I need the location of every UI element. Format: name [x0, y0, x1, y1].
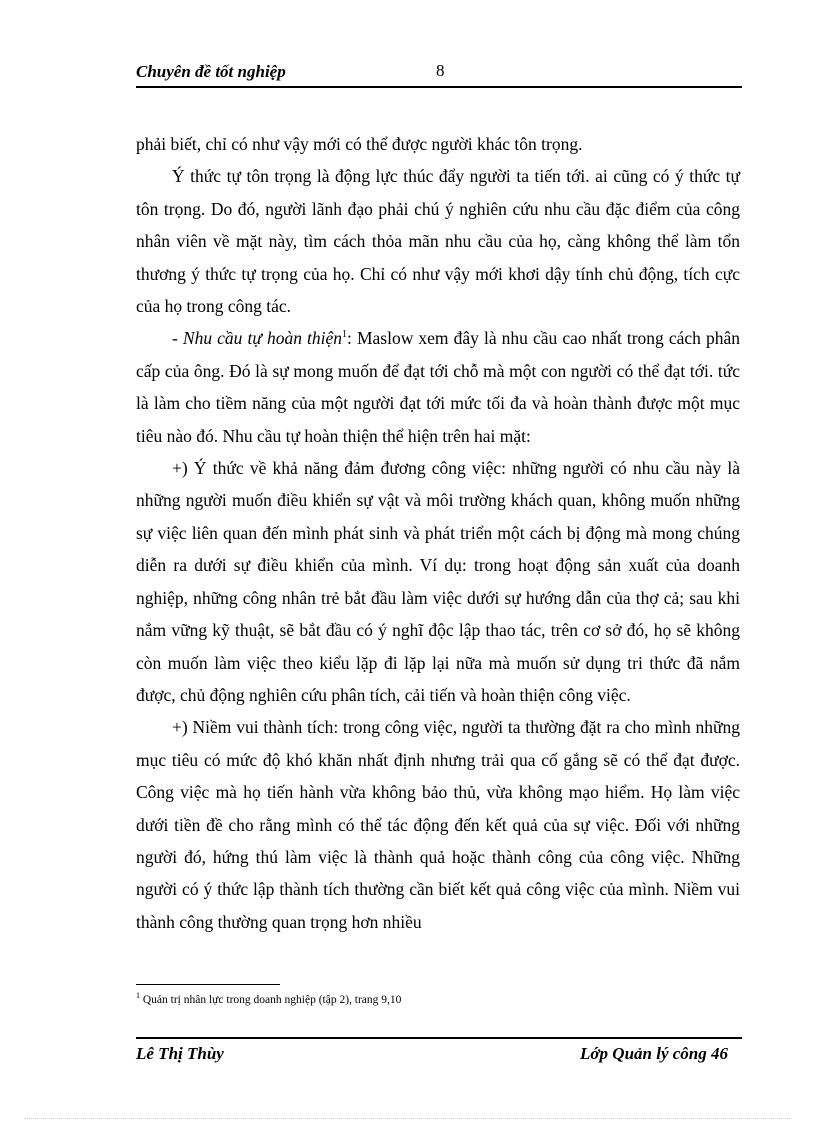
footnote-reference[interactable]: 1 — [342, 329, 348, 341]
page-number: 8 — [436, 61, 445, 80]
paragraph-3 — [136, 322, 740, 452]
list-dash: - — [172, 328, 183, 349]
paragraph-1: phải biết, chỉ có như vậy mới có thể được người khác tôn trọng. — [136, 134, 583, 154]
footer-author: Lê Thị Thùy — [136, 1044, 224, 1063]
page-edge — [24, 1118, 792, 1119]
paragraph-4: +) Ý thức về khả năng đảm đương công việc: những người có nhu cầu này là những người muốn điều khiển sự vật và môi trường khách quan, không muốn những sự việc liên quan đến mình phát sinh và phát triển một cách bị động mà mong chúng diễn ra dưới sự điều khiển của mình. Ví dụ: trong hoạt động sản xuất của doanh nghiệp, những công nhân trẻ bắt đầu làm việc dưới sự hướng dẫn của thợ cả; sau khi nắm vững kỹ thuật, sẽ bắt đầu có ý nghĩ độc lập thao tác, trên cơ sở đó, họ sẽ không còn muốn làm việc theo kiểu lặp đi lặp lại nữa mà muốn sử dụng tri thức đã nắm được, chủ động nghiên cứu phân tích, cải tiến và hoàn thiện công việc. — [136, 458, 740, 705]
paragraph-2: Ý thức tự tôn trọng là động lực thúc đẩy người ta tiến tới. ai cũng có ý thức tự tôn trọng. Do đó, người lãnh đạo phải chú ý nghiên cứu nhu cầu đặc điểm của công nhân viên về mặt này, tìm cách thỏa mãn nhu cầu của họ, càng không thể làm tổn thương ý thức tự trọng của họ. Chỉ có như vậy mới khơi dậy tính chủ động, tích cực của họ trong công tác. — [136, 166, 740, 317]
page-header — [136, 60, 742, 88]
paragraph-3-text: : Maslow xem đây là nhu cầu cao nhất trong cách phân cấp của ông. Đó là sự mong muốn để đạt tới chỗ mà một con người có thể đạt tới. tức là làm cho tiềm năng của một người đạt tới mức tối đa và hoàn thành được một mục tiêu nào đó. Nhu cầu tự hoàn thiện thể hiện trên hai mặt: — [136, 328, 741, 446]
footnote-separator — [136, 984, 280, 985]
document-title: Chuyên đề tốt nghiệp — [136, 62, 286, 81]
footnote-marker: 1 — [136, 991, 140, 1001]
footer-class: Lớp Quản lý công 46 — [580, 1044, 728, 1063]
term-self-actualization: Nhu cầu tự hoàn thiện — [182, 328, 343, 349]
footnote — [136, 991, 402, 1006]
footnote-text: Quản trị nhân lực trong doanh nghiệp (tập 2), trang 9,10 — [140, 994, 402, 1006]
paragraph-5: +) Niềm vui thành tích: trong công việc, người ta thường đặt ra cho mình những mục tiêu có mức độ khó khăn nhất định nhưng trải qua cố gắng sẽ có thể đạt được. Công việc mà họ tiến hành vừa không bảo thủ, vừa không mạo hiểm. Họ làm việc dưới tiền đề cho rằng mình có thể tác động đến kết quả của sự việc. Đối với những người đó, hứng thú làm việc là thành quả hoặc thành công của công việc. Những người có ý thức lập thành tích thường cần biết kết quả công việc của mình. Niềm vui thành công thường quan trọng hơn nhiều — [136, 717, 740, 932]
body-text — [136, 128, 740, 938]
footer-separator — [136, 1037, 742, 1039]
